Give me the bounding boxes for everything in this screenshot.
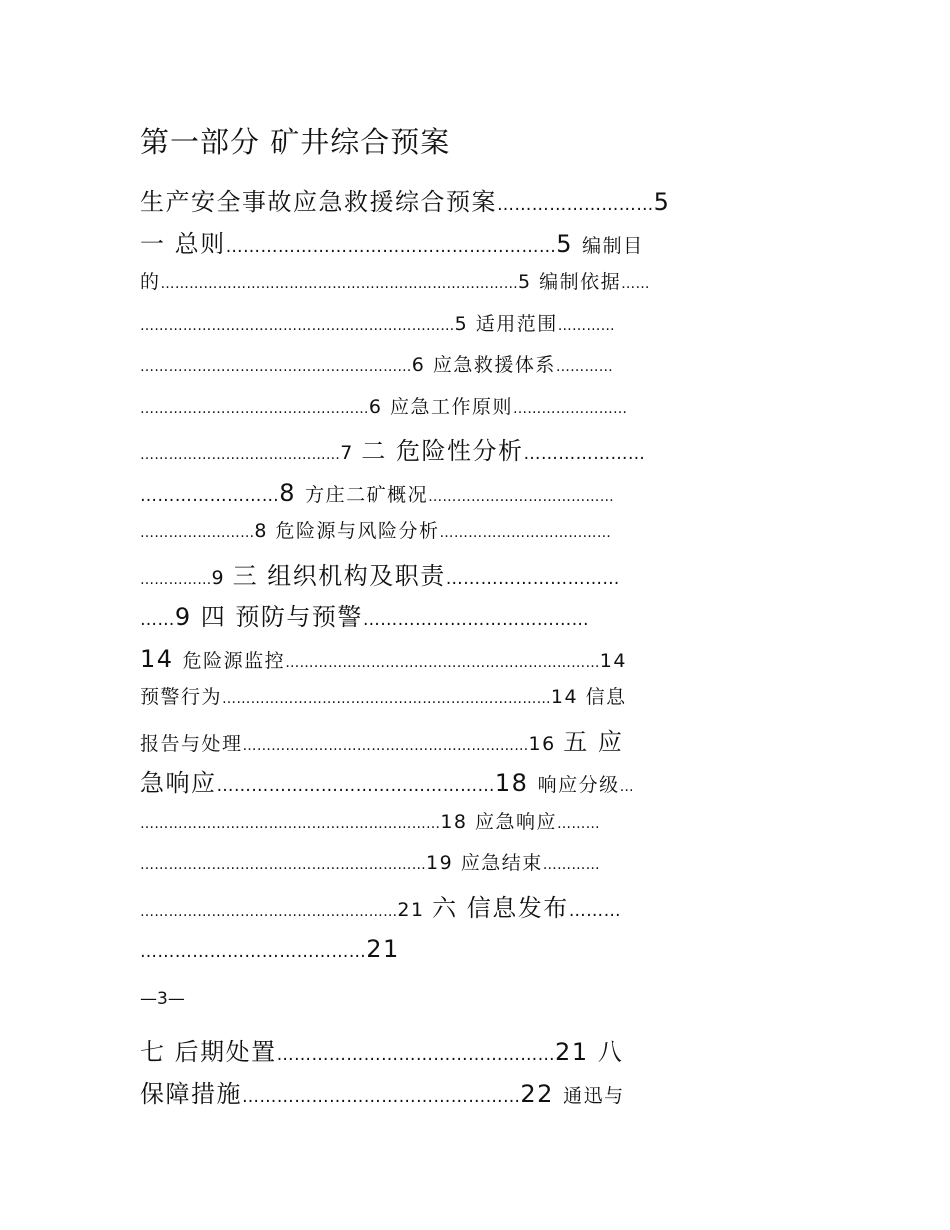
toc-entry-text: 5 — [556, 229, 583, 258]
toc-leader-dots: ………………………………………… — [140, 400, 369, 417]
toc-line — [140, 810, 600, 833]
toc-entry-text: 六 信息发布 — [432, 893, 569, 922]
toc-line — [140, 605, 589, 629]
toc-entry-text: 5 适用范围 — [454, 312, 558, 335]
toc-leader-dots: …………………………………… — [140, 447, 341, 463]
toc-line — [140, 229, 644, 258]
part-title: 第一部分 矿井综合预案 — [140, 125, 451, 159]
toc-entry-text: 报告与处理 — [140, 732, 243, 755]
toc-leader-dots: …………………………………………………… — [140, 857, 426, 873]
toc-leader-dots: ………………………… — [445, 568, 620, 589]
toc-leader-dots: …………………… — [140, 525, 255, 541]
toc-entry-text: 的 — [140, 271, 161, 293]
toc-entry-text: 18 应急响应 — [440, 810, 558, 833]
toc-leader-dots: ………… — [557, 317, 615, 334]
toc-entry-text: 七 后期处置 — [140, 1038, 277, 1066]
toc-entry-text: 6 应急救援体系 — [411, 354, 556, 376]
toc-entry-text: 五 应 — [563, 727, 624, 756]
toc-entry-text: 7 — [340, 442, 362, 464]
toc-leader-dots: ………………………………… — [140, 942, 367, 962]
toc-leader-dots: ……… — [557, 815, 600, 832]
toc-leader-dots: ………………………………………………………………… — [160, 276, 519, 292]
page-number: —3— — [140, 989, 185, 1009]
toc-entry-text: 21 — [397, 898, 433, 921]
toc-line — [140, 439, 645, 463]
toc-line — [140, 561, 620, 590]
toc-line — [140, 356, 613, 375]
toc-entry-text: 8 危险源与风险分析 — [254, 520, 440, 542]
toc-leader-dots: …………………………………………………… — [242, 737, 529, 754]
toc-leader-dots: …… — [140, 610, 175, 630]
toc-line — [140, 522, 611, 541]
toc-entry-text: 21 — [366, 935, 400, 963]
toc-line — [140, 688, 627, 707]
toc-entry-text: 生产安全事故应急救援综合预案 — [140, 188, 497, 216]
toc-line — [140, 937, 400, 961]
toc-line — [140, 478, 615, 507]
toc-line — [140, 395, 628, 418]
toc-leader-dots: ………………………………………… — [216, 776, 495, 796]
toc-leader-dots: … — [619, 779, 634, 795]
toc-entry-text: 9 四 预防与预警 — [174, 603, 363, 631]
toc-leader-dots: ……………………………………………………… — [140, 815, 441, 832]
toc-line — [140, 727, 624, 756]
toc-leader-dots: ………………………………………… — [276, 1045, 556, 1065]
toc-leader-dots: …………………… — [140, 485, 280, 506]
toc-entry-text: 19 应急结束 — [426, 852, 543, 874]
toc-line — [140, 190, 670, 214]
toc-entry-text: 响应分级 — [537, 774, 620, 796]
toc-leader-dots: ………………………………………………… — [140, 359, 412, 375]
toc-entry-text: 三 组织机构及职责 — [232, 561, 446, 590]
toc-entry-text: 保障措施 — [140, 1080, 242, 1108]
toc-entry-text: 8 — [279, 478, 306, 507]
toc-leader-dots: ………………………………… — [428, 488, 615, 505]
toc-leader-dots: …………………… — [512, 400, 628, 417]
toc-leader-dots: ……………………… — [497, 195, 654, 215]
toc-entry-text: 9 — [211, 566, 233, 589]
toc-entry-text: 16 — [528, 732, 564, 755]
toc-line — [140, 273, 650, 292]
toc-leader-dots: …………… — [140, 571, 212, 588]
toc-leader-dots: ………………………………………………………… — [140, 317, 455, 334]
toc-leader-dots: ………… — [542, 857, 600, 873]
toc-entry-text: 通迅与 — [563, 1085, 625, 1107]
toc-line — [140, 644, 627, 673]
toc-leader-dots: ………………………………………………………… — [285, 654, 600, 671]
toc-leader-dots: ……… — [568, 900, 621, 921]
toc-leader-dots: ………………………………… — [362, 610, 590, 630]
toc-entry-text: 二 危险性分析 — [361, 437, 524, 465]
toc-entry-text: 预警行为 — [140, 686, 223, 708]
toc-entry-text: 18 — [494, 769, 538, 797]
toc-entry-text: 编制目 — [582, 234, 644, 257]
toc-leader-dots: ……………………………………………… — [140, 903, 398, 920]
toc-line — [140, 1040, 623, 1064]
toc-leader-dots: ………………… — [523, 444, 646, 464]
toc-leader-dots: ………… — [555, 359, 614, 375]
toc-entry-text: 22 — [520, 1080, 564, 1108]
toc-line — [140, 1082, 625, 1106]
toc-entry-text: 急响应 — [140, 769, 217, 797]
toc-entry-text: 5 编制依据 — [518, 271, 622, 293]
toc-entry-text: 方庄二矿概况 — [305, 483, 429, 506]
toc-leader-dots: …… — [621, 276, 650, 292]
toc-line — [140, 771, 634, 795]
toc-leader-dots: ………………………………………………… — [225, 236, 557, 257]
toc-entry-text: 14 — [140, 644, 183, 673]
toc-entry-text: 6 应急工作原则 — [368, 395, 513, 418]
toc-entry-text: 14 — [599, 649, 627, 672]
toc-leader-dots: ………………………………………… — [242, 1087, 521, 1107]
toc-line — [140, 854, 600, 873]
toc-entry-text: 5 — [653, 188, 671, 216]
toc-entry-text: 14 信息 — [550, 686, 627, 708]
toc-line — [140, 893, 621, 922]
toc-leader-dots: ……………………………… — [439, 525, 612, 541]
toc-leader-dots: …………………………………………………………… — [222, 691, 551, 707]
toc-entry-text: 一 总则 — [140, 229, 226, 258]
toc-line — [140, 312, 615, 335]
toc-entry-text: 21 八 — [555, 1038, 624, 1066]
toc-entry-text: 危险源监控 — [182, 649, 286, 672]
